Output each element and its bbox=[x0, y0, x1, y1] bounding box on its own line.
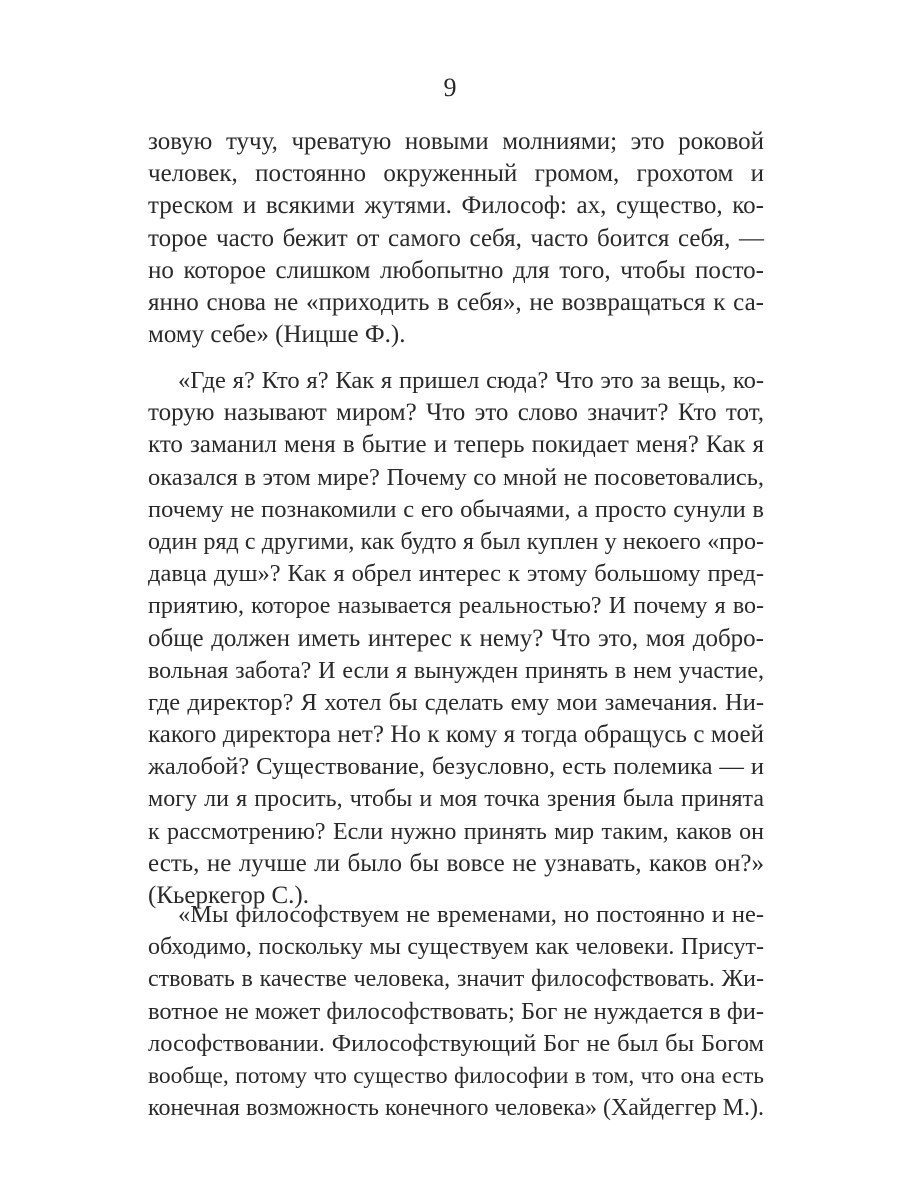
text-line: треском и всякими жутями. Философ: ах, существо, ко- bbox=[148, 192, 764, 220]
text-line: один ряд с другими, как будто я был куплен у некоего «про- bbox=[148, 528, 764, 555]
text-line: человек, постоянно окруженный громом, грохотом и bbox=[148, 160, 764, 188]
text-line: к рассмотрению? Если нужно принять мир таким, каков он bbox=[148, 818, 764, 845]
text-line: вообще, потому что существо философии в том, что она есть bbox=[148, 1062, 764, 1089]
text-line: торое часто бежит от самого себя, часто боится себя, — bbox=[148, 224, 764, 252]
text-line: зовую тучу, чреватую новыми молниями; это роковой bbox=[148, 128, 764, 155]
text-line: обще должен иметь интерес к нему? Что это, моя добро- bbox=[148, 624, 764, 652]
text-line: приятию, которое называется реальностью? И почему я во- bbox=[148, 593, 764, 620]
text-line: янно снова не «приходить в себя», не возвращаться к са- bbox=[148, 288, 764, 316]
text-line: вотное не может философствовать; Бог не нуждается в фи- bbox=[148, 997, 764, 1025]
text-line: (Кьеркегор С.). bbox=[148, 882, 309, 909]
text-line: обходимо, поскольку мы существуем как человеки. Присут- bbox=[148, 934, 764, 961]
text-line: кто заманил меня в бытие и теперь покидает меня? Как я bbox=[148, 431, 764, 459]
text-line: мому себе» (Ницше Ф.). bbox=[148, 321, 406, 349]
text-line: жалобой? Существование, безусловно, есть полемика — и bbox=[148, 753, 764, 781]
text-line: могу ли я просить, чтобы и моя точка зрения была принята bbox=[148, 786, 764, 813]
paragraph-nietzsche-continuation bbox=[148, 126, 764, 351]
text-line: торую называют миром? Что это слово значит? Кто тот, bbox=[148, 399, 764, 427]
text-line: оказался в этом мире? Почему со мной не посоветовались, bbox=[148, 463, 764, 491]
text-line: какого директора нет? Но к кому я тогда обращусь с моей bbox=[148, 721, 764, 749]
page-number: 9 bbox=[443, 73, 457, 102]
text-line: «Мы философствуем не временами, но постоянно и не- bbox=[178, 901, 764, 928]
text-line: «Где я? Кто я? Как я пришел сюда? Что это за вещь, ко- bbox=[178, 367, 764, 394]
text-line: вольная забота? И если я вынужден принять в нем участие, bbox=[148, 657, 764, 684]
paragraph-kierkegaard-quote bbox=[148, 365, 764, 912]
paragraph-heidegger-quote bbox=[148, 899, 764, 1124]
text-line: но которое слишком любопытно для того, чтобы посто- bbox=[148, 256, 764, 284]
text-line: конечная возможность конечного человека» (Хайдеггер М.). bbox=[148, 1095, 764, 1122]
text-line: лософствовании. Философствующий Бог не был бы Богом bbox=[148, 1029, 764, 1057]
text-line: почему не познакомили с его обычаями, а просто сунули в bbox=[148, 495, 764, 523]
text-line: давца душ»? Как я обрел интерес к этому большому пред- bbox=[148, 560, 764, 588]
text-line: где директор? Я хотел бы сделать ему мои замечания. Ни- bbox=[148, 688, 764, 716]
text-line: есть, не лучше ли было бы вовсе не узнавать, каков он?» bbox=[148, 849, 764, 877]
text-line: ствовать в качестве человека, значит философствовать. Жи- bbox=[148, 966, 764, 993]
